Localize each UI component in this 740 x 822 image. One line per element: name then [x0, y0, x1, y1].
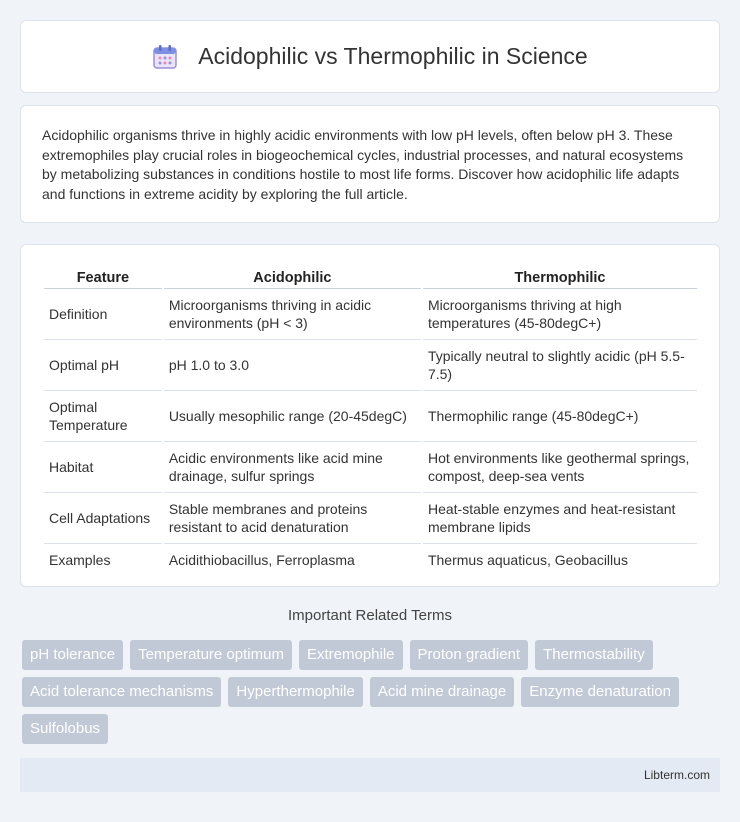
term-tag[interactable]: Sulfolobus	[22, 714, 108, 744]
term-tag[interactable]: Enzyme denaturation	[521, 677, 679, 707]
acidophilic-cell: pH 1.0 to 3.0	[164, 340, 421, 391]
table-row	[44, 391, 697, 442]
footer-site-link[interactable]: Libterm.com	[643, 768, 710, 782]
column-header: Acidophilic	[164, 265, 421, 289]
calendar-icon	[152, 44, 178, 70]
feature-cell: Examples	[49, 552, 111, 568]
thermophilic-cell: Microorganisms thriving at high temperatures (45-80degC+)	[423, 289, 697, 340]
table-row	[44, 544, 697, 576]
feature-cell: Definition	[44, 289, 162, 340]
thermophilic-cell: Heat-stable enzymes and heat-resistant membrane lipids	[423, 493, 697, 544]
thermophilic-cell: Thermophilic range (45-80degC+)	[423, 391, 697, 442]
term-tag[interactable]: Extremophile	[299, 640, 403, 670]
table-row	[44, 340, 697, 391]
acidophilic-cell: Acidithiobacillus, Ferroplasma	[168, 552, 355, 568]
feature-cell: Optimal Temperature	[44, 391, 162, 442]
page-header	[20, 20, 720, 93]
acidophilic-cell: Stable membranes and proteins resistant to acid denaturation	[164, 493, 421, 544]
thermophilic-cell: Thermus aquaticus, Geobacillus	[427, 552, 628, 568]
table-header-row	[44, 265, 697, 289]
acidophilic-cell: Microorganisms thriving in acidic environments (pH < 3)	[164, 289, 421, 340]
term-tag[interactable]: Thermostability	[535, 640, 653, 670]
table-row	[44, 442, 697, 493]
acidophilic-cell: Acidic environments like acid mine drainage, sulfur springs	[164, 442, 421, 493]
intro-paragraph: Acidophilic organisms thrive in highly acidic environments with low pH levels, often below pH 3. These extremophiles play crucial roles in biogeochemical cycles, industrial processes, and natural ecosystems by metabolizing substances in conditions hostile to most life forms. Discover how acidophilic life adapts and functions in extreme acidity by exploring the full article.	[20, 105, 720, 223]
related-terms-list	[22, 640, 722, 744]
table-row	[44, 493, 697, 544]
term-tag[interactable]: Acid tolerance mechanisms	[22, 677, 221, 707]
comparison-table-card	[20, 244, 720, 587]
table-row	[44, 289, 697, 340]
page-title: Acidophilic vs Thermophilic in Science	[198, 43, 588, 69]
column-header: Feature	[44, 265, 162, 289]
term-tag[interactable]: Acid mine drainage	[370, 677, 514, 707]
term-tag[interactable]: pH tolerance	[22, 640, 123, 670]
feature-cell: Cell Adaptations	[44, 493, 162, 544]
column-header: Thermophilic	[423, 265, 697, 289]
comparison-table	[42, 265, 699, 576]
thermophilic-cell: Typically neutral to slightly acidic (pH 5.5-7.5)	[423, 340, 697, 391]
acidophilic-cell: Usually mesophilic range (20-45degC)	[164, 391, 421, 442]
term-tag[interactable]: Temperature optimum	[130, 640, 292, 670]
feature-cell: Optimal pH	[44, 340, 162, 391]
related-terms-title: Important Related Terms	[288, 607, 452, 624]
feature-cell: Habitat	[44, 442, 162, 493]
term-tag[interactable]: Proton gradient	[410, 640, 529, 670]
footer	[20, 758, 720, 792]
term-tag[interactable]: Hyperthermophile	[228, 677, 362, 707]
thermophilic-cell: Hot environments like geothermal springs, compost, deep-sea vents	[423, 442, 697, 493]
